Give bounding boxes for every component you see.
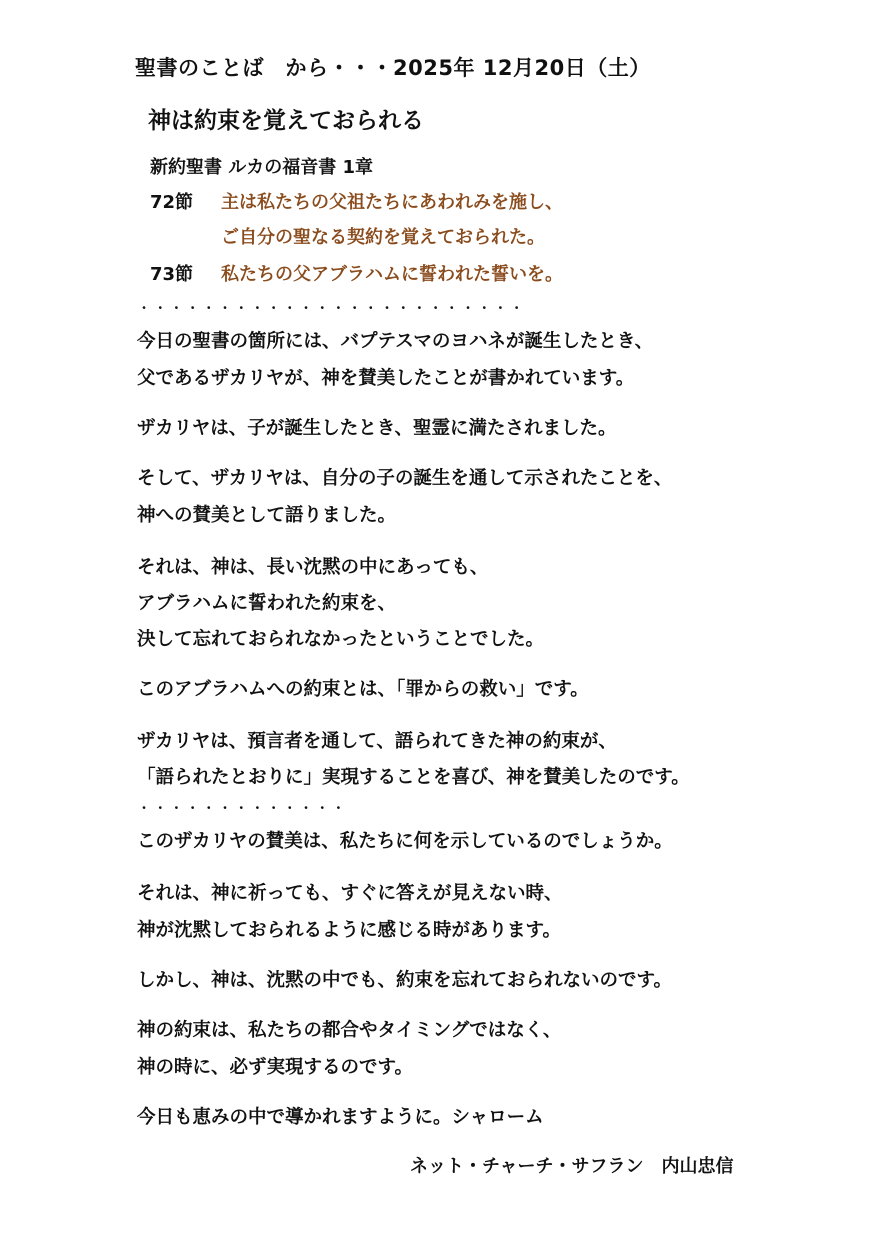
theme-heading: 神は約束を覚えておられる: [148, 108, 424, 134]
body-line: 神が沈黙しておられるように感じる時があります。: [137, 920, 562, 941]
body-line: 決して忘れておられなかったということでした。: [137, 629, 545, 650]
body-line: しかし、神は、沈黙の中でも、約束を忘れておられないのです。: [137, 970, 673, 991]
body-line: 神の約束は、私たちの都合やタイミングではなく、: [137, 1020, 562, 1041]
body-line: このアブラハムへの約束とは、「罪からの救い」です。: [137, 679, 589, 700]
body-line: ザカリヤは、預言者を通して、語られてきた神の約束が、: [137, 731, 617, 752]
body-line: このザカリヤの賛美は、私たちに何を示しているのでしょうか。: [137, 831, 673, 852]
body-line: アブラハムに誓われた約束を、: [137, 593, 397, 614]
body-line: 神への賛美として語りました。: [137, 505, 397, 526]
body-line: 父であるザカリヤが、神を賛美したことが書かれています。: [137, 368, 635, 389]
body-line: 今日の聖書の箇所には、バプテスマのヨハネが誕生したとき、: [137, 331, 654, 352]
body-line: そして、ザカリヤは、自分の子の誕生を通して示されたことを、: [137, 468, 673, 489]
body-line: 神の時に、必ず実現するのです。: [137, 1057, 414, 1078]
verse-72-line-1: 主は私たちの父祖たちにあわれみを施し、: [221, 192, 563, 213]
body-line: ザカリヤは、子が誕生したとき、聖霊に満たされました。: [137, 418, 617, 439]
separator-dots: ・・・・・・・・・・・・・: [138, 801, 349, 815]
body-line: それは、神は、長い沈黙の中にあっても、: [137, 557, 489, 578]
scripture-reference: 新約聖書 ルカの福音書 1章: [150, 157, 374, 178]
signature: ネット・チャーチ・サフラン 内山忠信: [410, 1156, 734, 1177]
separator-dots: ・・・・・・・・・・・・・・・・・・・・・・・・: [138, 301, 527, 315]
verse-number-73: 73節: [150, 264, 194, 285]
body-line: それは、神に祈っても、すぐに答えが見えない時、: [137, 883, 563, 904]
body-line: 「語られたとおりに」実現することを喜び、神を賛美したのです。: [137, 767, 690, 788]
verse-number-72: 72節: [150, 192, 194, 213]
verse-73-line-1: 私たちの父アブラハムに誓われた誓いを。: [221, 264, 563, 285]
body-line: 今日も恵みの中で導かれますように。シャローム: [137, 1107, 544, 1128]
verse-72-line-2: ご自分の聖なる契約を覚えておられた。: [221, 227, 545, 248]
page-title: 聖書のことば から・・・2025年 12月20日（土）: [135, 56, 651, 80]
